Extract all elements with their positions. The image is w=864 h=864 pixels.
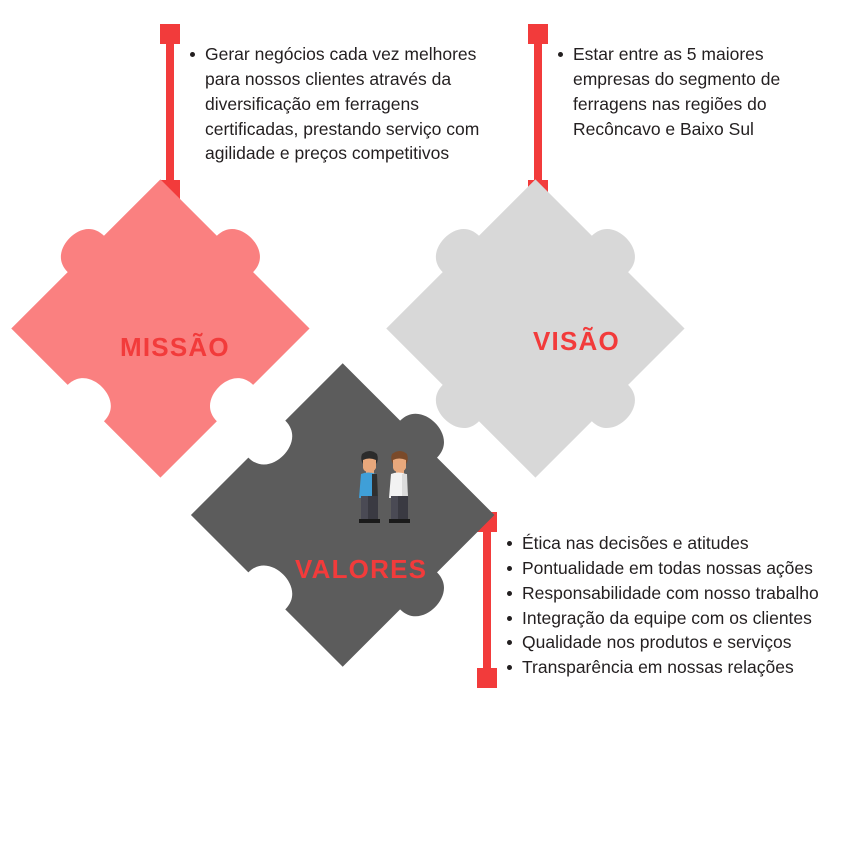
list-item: Qualidade nos produtos e serviços	[505, 630, 845, 655]
vision-callout-list	[556, 42, 792, 141]
list-item: Integração da equipe com os clientes	[505, 606, 845, 631]
vision-callout-text	[556, 42, 792, 141]
list-item: Gerar negócios cada vez melhores para nossos clientes através da diversificação em ferragens certificadas, prestando serviço com agilidade e preços competitivos	[188, 42, 484, 166]
two-people-illustration	[342, 442, 432, 532]
list-item: Pontualidade em todas nossas ações	[505, 556, 845, 581]
mission-connector-line	[166, 34, 174, 192]
values-callout-list	[505, 531, 845, 680]
values-connector-node-bottom	[477, 668, 497, 688]
vision-connector-line	[534, 34, 542, 192]
puzzle-piece-values	[210, 370, 500, 660]
list-item: Transparência em nossas relações	[505, 655, 845, 680]
puzzle-piece-vision-label: VISÃO	[533, 326, 620, 356]
list-item: Estar entre as 5 maiores empresas do segmento de ferragens nas regiões do Recôncavo e Baixo Sul	[556, 42, 792, 141]
list-item: Responsabilidade com nosso trabalho	[505, 581, 845, 606]
values-callout-text	[505, 531, 845, 680]
puzzle-piece-values-label: VALORES	[295, 554, 428, 584]
list-item: Ética nas decisões e atitudes	[505, 531, 845, 556]
mission-callout-text	[188, 42, 484, 166]
mission-callout-list	[188, 42, 484, 166]
two-people-icon	[342, 442, 432, 532]
puzzle-piece-mission-label: MISSÃO	[120, 332, 230, 362]
